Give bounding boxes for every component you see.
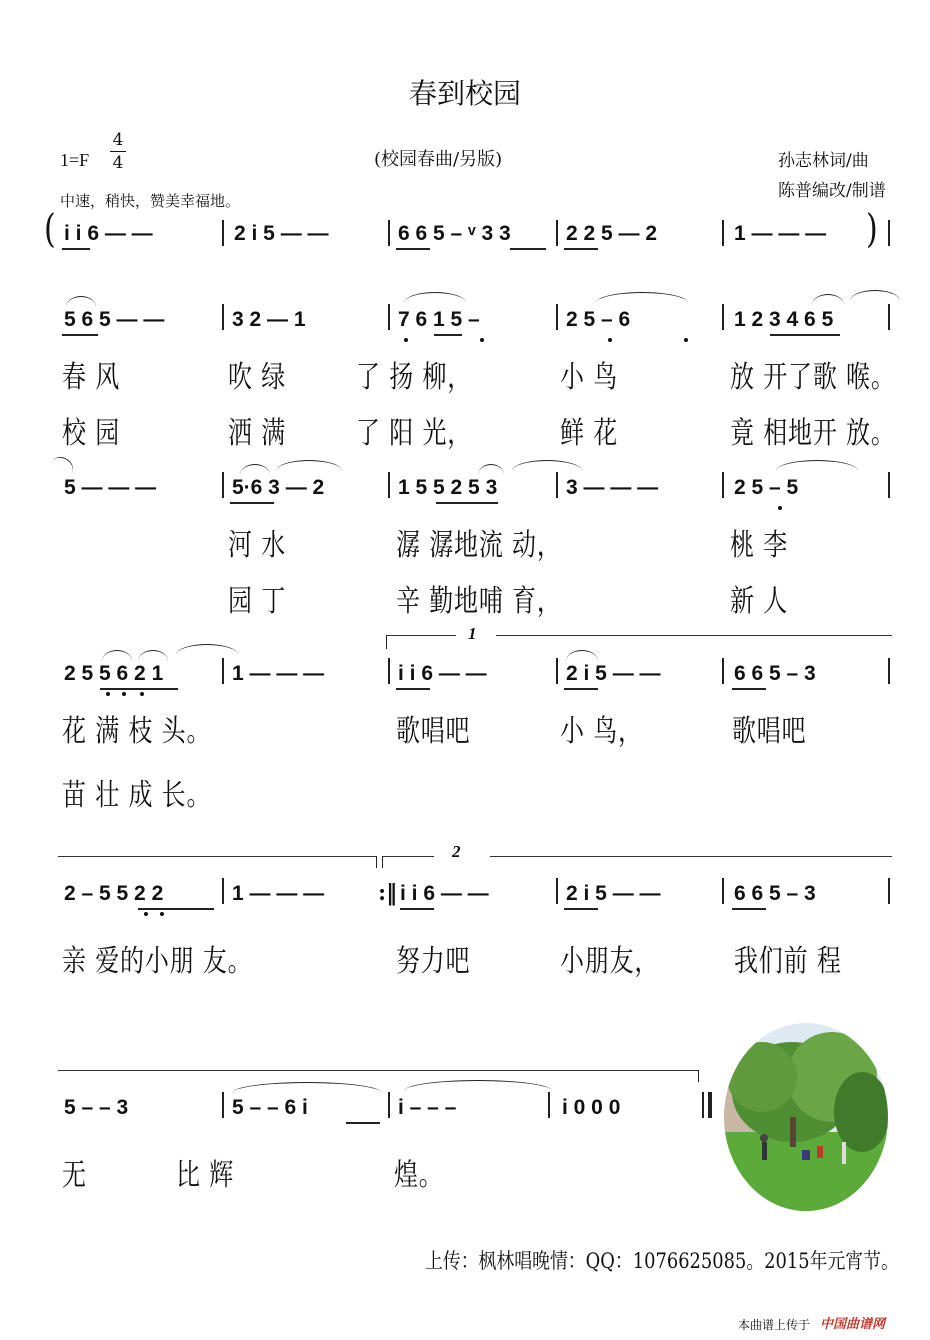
measure-5-3: i – – – — [398, 1096, 457, 1119]
lyrics-1-m1-v2: 校 园 — [62, 416, 121, 451]
repeat-bracket-left: ( — [44, 206, 56, 253]
measure-3-2: 1 — — — — [232, 662, 325, 685]
lyrics-3-m5-v1: 歌唱吧 — [732, 714, 807, 749]
lyrics-5-m3-v1: 煌。 — [394, 1158, 444, 1193]
measure-3-5: 6 6 5 – 3 — [734, 662, 816, 685]
lyrics-1-m2-v1: 吹 绿 — [228, 360, 287, 395]
lyrics-1-m3-v2: 了 阳 光， — [356, 416, 473, 451]
measure-4-3: i i 6 — — — [400, 882, 489, 905]
lyrics-2-m5-v2: 新 人 — [730, 584, 789, 619]
measure-2-5: 2 5 – 5 — [734, 476, 799, 499]
lyrics-3-m1-v1: 花 满 枝 头。 — [62, 714, 212, 749]
lyrics-4-m5-v1: 我们前 程 — [734, 944, 842, 979]
measure-1-3: 7 6 1 5 – — [398, 308, 480, 331]
lyrics-3-m4-v1: 小 鸟， — [560, 714, 643, 749]
measure-1-2: 3 2 — 1 — [232, 308, 306, 331]
measure-4-1: 2 – 5 5 2 2 — [64, 882, 164, 905]
measure-5-1: 5 – – 3 — [64, 1096, 129, 1119]
time-sig-bottom: 4 — [112, 153, 124, 173]
volta-1: 1 — [468, 624, 477, 643]
lyrics-4-m4-v1: 小朋友， — [560, 944, 660, 979]
lyrics-1-m4-v2: 鲜 花 — [560, 416, 619, 451]
measure-1-4: 2 5 – 6 — [566, 308, 631, 331]
campus-photo — [722, 1022, 890, 1212]
measure-0-5: 1 — — — — [734, 222, 827, 245]
measure-4-2: 1 — — — — [232, 882, 325, 905]
measure-4-4: 2 i 5 — — — [566, 882, 661, 905]
lyrics-1-m2-v2: 洒 满 — [228, 416, 287, 451]
lyrics-2-m2-v1: 河 水 — [228, 528, 287, 563]
measure-3-3: i i 6 — — — [398, 662, 487, 685]
lyricist-composer-credit: 孙志林词/曲 — [778, 151, 869, 171]
measure-0-4: 2 2 5 — 2 — [566, 222, 658, 245]
lyrics-4-m1-v1: 亲 爱的小朋 友。 — [62, 944, 253, 979]
arranger-credit: 陈普编改/制谱 — [778, 181, 886, 201]
lyrics-2-m5-v1: 桃 李 — [730, 528, 789, 563]
repeat-bracket-right: ) — [866, 206, 878, 253]
tempo-marking: 中速，稍快，赞美幸福地。 — [60, 192, 241, 210]
time-sig-top: 4 — [112, 130, 124, 150]
key-signature: 1=F — [60, 150, 90, 170]
lyrics-5-m2-v1: 比 辉 — [176, 1158, 235, 1193]
measure-2-2: 5·6 3 — 2 — [232, 476, 325, 499]
subtitle: (校园春曲/另版) — [374, 149, 503, 170]
lyrics-2-m2-v2: 园 丁 — [228, 584, 287, 619]
lyrics-1-m1-v1: 春 风 — [62, 360, 121, 395]
repeat-sign: :‖ — [378, 880, 398, 906]
measure-0-2: 2 i 5 — — — [234, 222, 329, 245]
measure-1-5: 1 2 3 4 6 5 — [734, 308, 834, 331]
song-title: 春到校园 — [408, 77, 521, 110]
measure-5-2: 5 – – 6 i — [232, 1096, 308, 1119]
lyrics-1-m4-v1: 小 鸟 — [560, 360, 619, 395]
measure-3-1: 2 5 5 6 2 1 — [64, 662, 164, 685]
lyrics-1-m5-v1: 放 开了歌 喉。 — [730, 360, 896, 395]
lyrics-4-m3-v1: 努力吧 — [396, 944, 471, 979]
measure-1-1: 5 6 5 — — — [64, 308, 165, 331]
lyrics-5-m1-v1: 无 — [62, 1158, 87, 1193]
measure-0-3: 6 6 5 – ᵛ 3 3 — [398, 222, 511, 245]
footer-logo: 中国曲谱网 — [820, 1317, 886, 1332]
measure-2-1: 5 — — — — [64, 476, 157, 499]
measure-0-1: i i 6 — — — [64, 222, 153, 245]
upload-info: 上传：枫林唱晚情：QQ：1076625085。2015年元宵节。 — [425, 1249, 899, 1273]
lyrics-1-m5-v2: 竟 相地开 放。 — [730, 416, 896, 451]
measure-3-4: 2 i 5 — — — [566, 662, 661, 685]
lyrics-2-m3-v1: 潺 潺地流 动， — [396, 528, 562, 563]
measure-2-3: 1 5 5 2 5 3 — [398, 476, 498, 499]
measure-4-5: 6 6 5 – 3 — [734, 882, 816, 905]
time-signature — [110, 130, 126, 173]
measure-5-4: i 0 0 0 — [562, 1096, 621, 1119]
lyrics-3-m3-v1: 歌唱吧 — [396, 714, 471, 749]
lyrics-1-m3-v1: 了 扬 柳， — [356, 360, 473, 395]
lyrics-2-m3-v2: 辛 勤地哺 育， — [396, 584, 562, 619]
measure-2-4: 3 — — — — [566, 476, 659, 499]
lyrics-3-m1-v2: 苗 壮 成 长。 — [62, 778, 212, 813]
footer-text: 本曲谱上传于 — [738, 1318, 811, 1332]
volta-2: 2 — [452, 842, 461, 861]
